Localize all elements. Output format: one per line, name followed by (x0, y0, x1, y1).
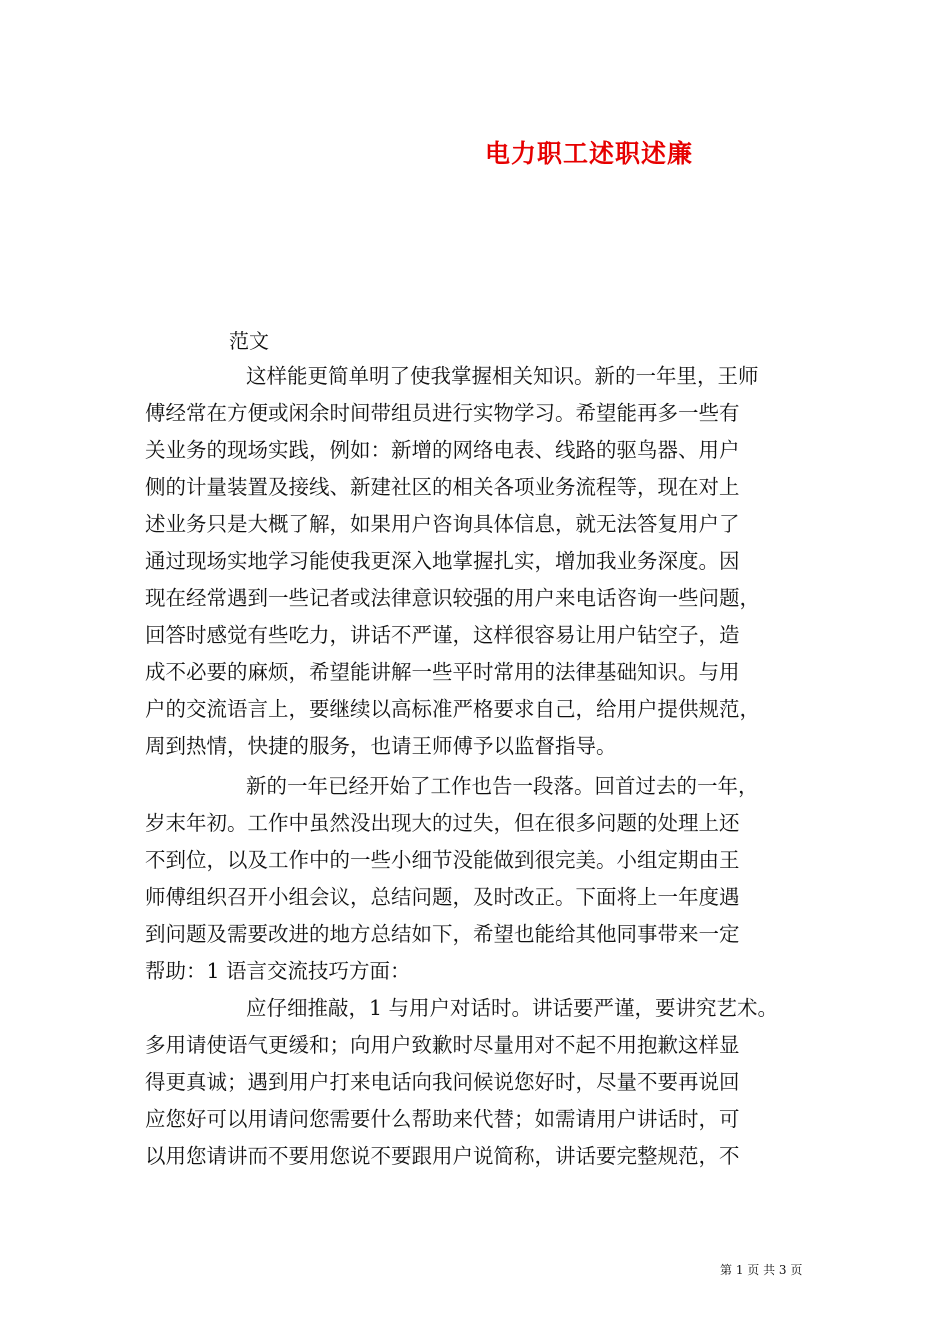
text-line: 得更真诚；遇到用户打来电话向我问候说您好时，尽量不要再说回 (145, 1070, 740, 1094)
text-line: 周到热情，快捷的服务，也请王师傅予以监督指导。 (145, 734, 617, 758)
text-line: 户的交流语言上，要继续以高标准严格要求自己，给用户提供规范， (145, 697, 760, 721)
document-title: 电力职工述职述廉 (484, 139, 693, 168)
text-line: 傅经常在方便或闲余时间带组员进行实物学习。希望能再多一些有 (145, 401, 740, 425)
text-line: 多用请使语气更缓和；向用户致歉时尽量用对不起不用抱歉这样显 (145, 1033, 740, 1057)
doc-label: 范文 (229, 329, 269, 353)
text-line: 岁末年初。工作中虽然没出现大的过失，但在很多问题的处理上还 (145, 811, 740, 835)
text-line: 侧的计量装置及接线、新建社区的相关各项业务流程等，现在对上 (145, 475, 740, 499)
text-line: 回答时感觉有些吃力，讲话不严谨，这样很容易让用户钻空子，造 (145, 623, 740, 647)
text-line: 到问题及需要改进的地方总结如下，希望也能给其他同事带来一定 (145, 922, 740, 946)
text-line: 帮助：1 语言交流技巧方面： (145, 959, 411, 983)
text-line: 不到位，以及工作中的一些小细节没能做到很完美。小组定期由王 (145, 848, 740, 872)
text-line: 师傅组织召开小组会议，总结问题，及时改正。下面将上一年度遇 (145, 885, 740, 909)
text-line: 成不必要的麻烦，希望能讲解一些平时常用的法律基础知识。与用 (145, 660, 740, 684)
text-line: 这样能更简单明了使我掌握相关知识。新的一年里，王师 (246, 364, 759, 388)
page-number: 第 1 页 共 3 页 (720, 1263, 803, 1277)
text-line: 通过现场实地学习能使我更深入地掌握扎实，增加我业务深度。因 (145, 549, 740, 573)
text-line: 述业务只是大概了解，如果用户咨询具体信息，就无法答复用户了 (145, 512, 740, 536)
text-line: 现在经常遇到一些记者或法律意识较强的用户来电话咨询一些问题， (145, 586, 760, 610)
text-line: 关业务的现场实践，例如：新增的网络电表、线路的驱鸟器、用户 (145, 438, 740, 462)
text-line: 以用您请讲而不要用您说不要跟用户说简称，讲话要完整规范，不 (145, 1144, 740, 1168)
text-line: 应仔细推敲，1 与用户对话时。讲话要严谨，要讲究艺术。 (246, 996, 779, 1020)
text-line: 新的一年已经开始了工作也告一段落。回首过去的一年， (246, 774, 759, 798)
text-line: 应您好可以用请问您需要什么帮助来代替；如需请用户讲话时，可 (145, 1107, 740, 1131)
